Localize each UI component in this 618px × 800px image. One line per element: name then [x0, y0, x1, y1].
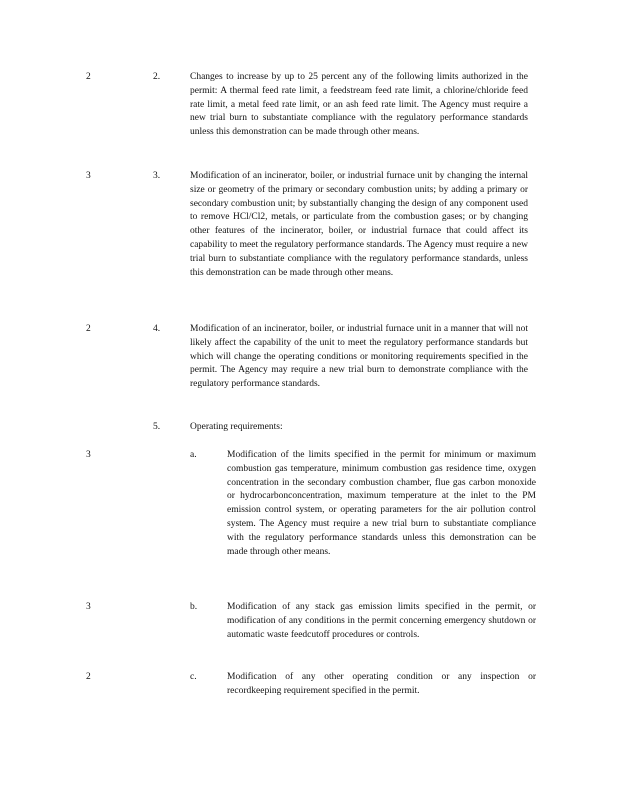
item-text: Modification of an incinerator, boiler, or industrial furnace unit by changing the internal size or geometry of the primary or secondary combustion units; by adding a primary or secondary combustion unit; by substantially changing the design of any component used to remove HCl/Cl2, metals, or particulate from the combustion gases; or by changing other features of the incinerator, boiler, or industrial furnace that could affect its capability to meet the regulatory performance standards. The Agency must require a new trial burn to substantiate compliance with the regulatory performance standards, unless this demonstration can be made through other means. — [190, 171, 528, 278]
item-class: 2 — [86, 72, 91, 82]
item-number: 4. — [153, 324, 161, 334]
subitem-letter: c. — [190, 672, 197, 682]
item-text: Changes to increase by up to 25 percent any of the following limits authorized in the permit: A thermal feed rate limit, a feedstream feed rate limit, a chlorine/chloride feed rate limit, a metal feed rate limit, or an ash feed rate limit. The Agency must require a new trial burn to substantiate compliance with the regulatory performance standards unless this demonstration can be made through other means. — [190, 72, 528, 138]
item-class: 2 — [86, 324, 91, 334]
subitem-text: Modification of any stack gas emission limits specified in the permit, or modification of any conditions in the permit concerning emergency shutdown or automatic waste feedcutoff procedures or controls. — [227, 602, 536, 640]
subitem-text: Modification of any other operating condition or any inspection or recordkeeping requirement specified in the permit. — [227, 672, 536, 696]
subitem-class: 2 — [86, 672, 91, 682]
subitem-letter: a. — [190, 450, 197, 460]
subitem-letter: b. — [190, 602, 198, 612]
item-number: 5. — [153, 422, 161, 432]
item-number: 2. — [153, 72, 161, 82]
subitem-text: Modification of the limits specified in the permit for minimum or maximum combustion gas temperature, minimum combustion gas residence time, oxygen concentration in the secondary combustion chamber, flue gas carbon monoxide or hydrocarbonconcentration, maximum temperature at the inlet to the PM emission control system, or operating parameters for the air pollution control system. The Agency must require a new trial burn to substantiate compliance with the regulatory performance standards unless this demonstration can be made through other means. — [227, 450, 536, 557]
subitem-class: 3 — [86, 602, 91, 612]
item-class: 3 — [86, 171, 91, 181]
section-heading: Operating requirements: — [190, 422, 283, 432]
item-number: 3. — [153, 171, 161, 181]
subitem-class: 3 — [86, 450, 91, 460]
item-text: Modification of an incinerator, boiler, or industrial furnace unit in a manner that will not likely affect the capability of the unit to meet the regulatory performance standards but which will change the operating conditions or monitoring requirements specified in the permit. The Agency may require a new trial burn to demonstrate compliance with the regulatory performance standards. — [190, 324, 528, 390]
